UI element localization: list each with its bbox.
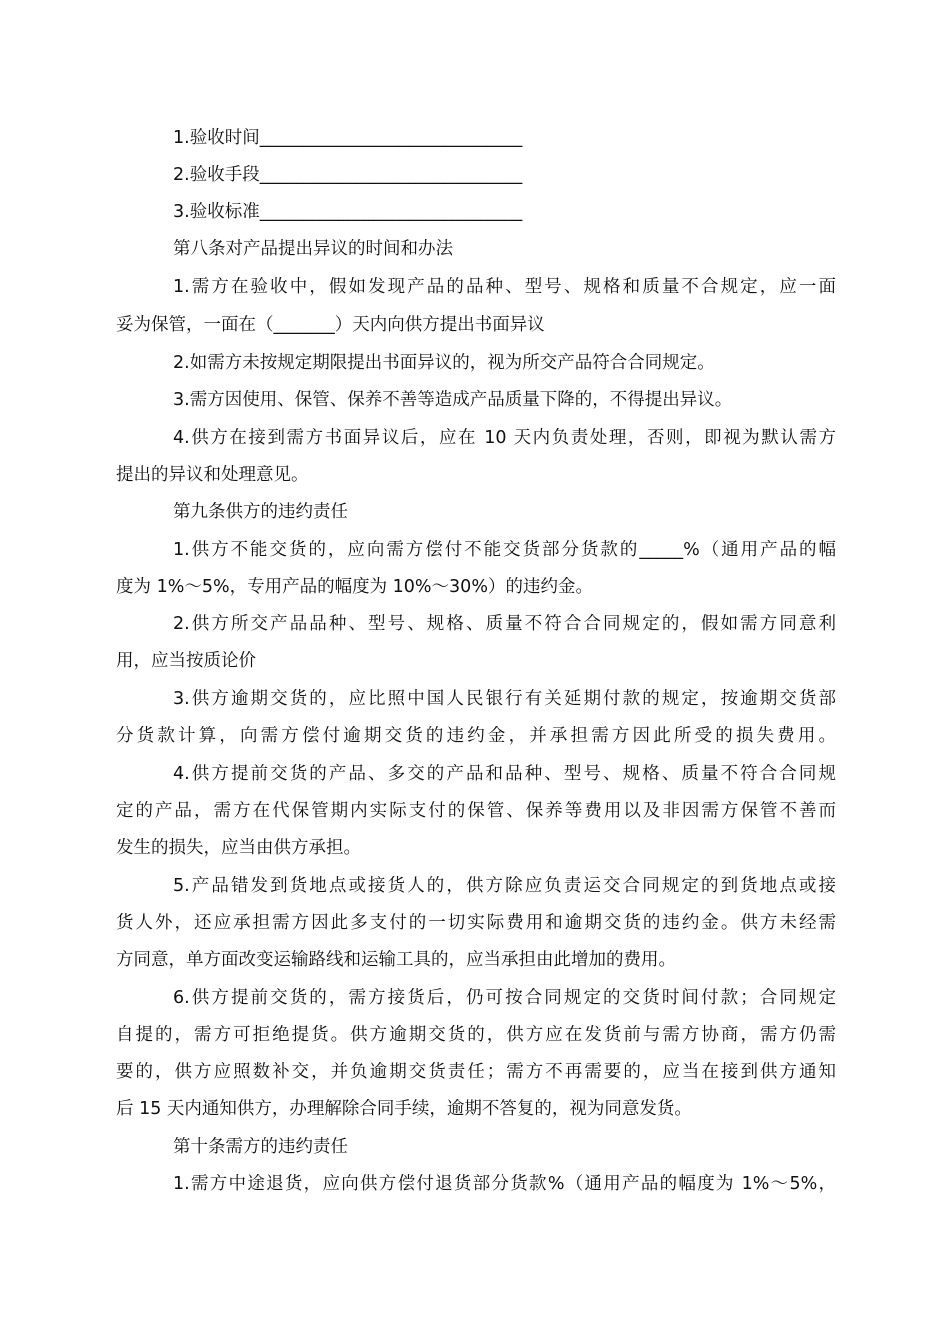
- article-9-clause-2-line-1: 2.供方所交产品品种、型号、规格、质量不符合合同规定的，假如需方同意利: [173, 614, 836, 634]
- article-9-clause-3-line-2: 分货款计算，向需方偿付逾期交货的违约金，并承担需方因此所受的损失费用。: [116, 726, 836, 746]
- article-9-clause-5-line-3: 方同意，单方面改变运输路线和运输工具的，应当承担由此增加的费用。: [116, 950, 676, 970]
- article-9-clause-6-line-3: 要的，供方应照数补交，并负逾期交货责任；需方不再需要的，应当在接到供方通知: [116, 1062, 836, 1082]
- acceptance-method-item: 2.验收手段______________________________: [173, 165, 523, 185]
- article-9-clause-4-line-2: 定的产品，需方在代保管期内实际支付的保管、保养等费用以及非因需方保管不善而: [116, 801, 836, 821]
- article-8-clause-2: 2.如需方未按规定期限提出书面异议的，视为所交产品符合合同规定。: [173, 353, 715, 373]
- article-10-heading: 第十条需方的违约责任: [173, 1137, 348, 1157]
- acceptance-standard-item: 3.验收标准______________________________: [173, 202, 523, 222]
- article-9-heading: 第九条供方的违约责任: [173, 502, 348, 522]
- article-9-clause-1-line-2: 度为 1%～5%，专用产品的幅度为 10%～30%）的违约金。: [116, 577, 593, 597]
- article-8-clause-4-line-1: 4.供方在接到需方书面异议后，应在 10 天内负责处理，否则，即视为默认需方: [173, 428, 836, 448]
- article-9-clause-6-line-2: 自提的，需方可拒绝提货。供方逾期交货的，供方应在发货前与需方协商，需方仍需: [116, 1025, 836, 1045]
- article-8-clause-1-line-1: 1.需方在验收中，假如发现产品的品种、型号、规格和质量不合规定，应一面: [173, 277, 836, 297]
- article-9-clause-4-line-3: 发生的损失，应当由供方承担。: [116, 838, 361, 858]
- article-9-clause-6-line-1: 6.供方提前交货的，需方接货后，仍可按合同规定的交货时间付款；合同规定: [173, 988, 836, 1008]
- article-9-clause-6-line-4: 后 15 天内通知供方，办理解除合同手续，逾期不答复的，视为同意发货。: [116, 1099, 692, 1119]
- article-8-heading: 第八条对产品提出异议的时间和办法: [173, 239, 453, 259]
- article-9-clause-1-line-1: 1.供方不能交货的，应向需方偿付不能交货部分货款的_____%（通用产品的幅: [173, 540, 836, 560]
- article-8-clause-3: 3.需方因使用、保管、保养不善等造成产品质量下降的，不得提出异议。: [173, 390, 733, 410]
- article-9-clause-3-line-1: 3.供方逾期交货的，应比照中国人民银行有关延期付款的规定，按逾期交货部: [173, 689, 836, 709]
- article-9-clause-4-line-1: 4.供方提前交货的产品、多交的产品和品种、型号、规格、质量不符合合同规: [173, 764, 836, 784]
- acceptance-time-item: 1.验收时间______________________________: [173, 128, 523, 148]
- article-9-clause-2-line-2: 用，应当按质论价: [116, 651, 256, 671]
- article-9-clause-5-line-2: 货人外，还应承担需方因此多支付的一切实际费用和逾期交货的违约金。供方未经需: [116, 913, 836, 933]
- article-8-clause-4-line-2: 提出的异议和处理意见。: [116, 465, 309, 485]
- article-8-clause-1-line-2: 妥为保管，一面在（_______）天内向供方提出书面异议: [116, 315, 545, 335]
- article-10-clause-1-line-1: 1.需方中途退货，应向供方偿付退货部分货款%（通用产品的幅度为 1%～5%，: [173, 1174, 836, 1194]
- article-9-clause-5-line-1: 5.产品错发到货地点或接货人的，供方除应负责运交合同规定的到货地点或接: [173, 876, 836, 896]
